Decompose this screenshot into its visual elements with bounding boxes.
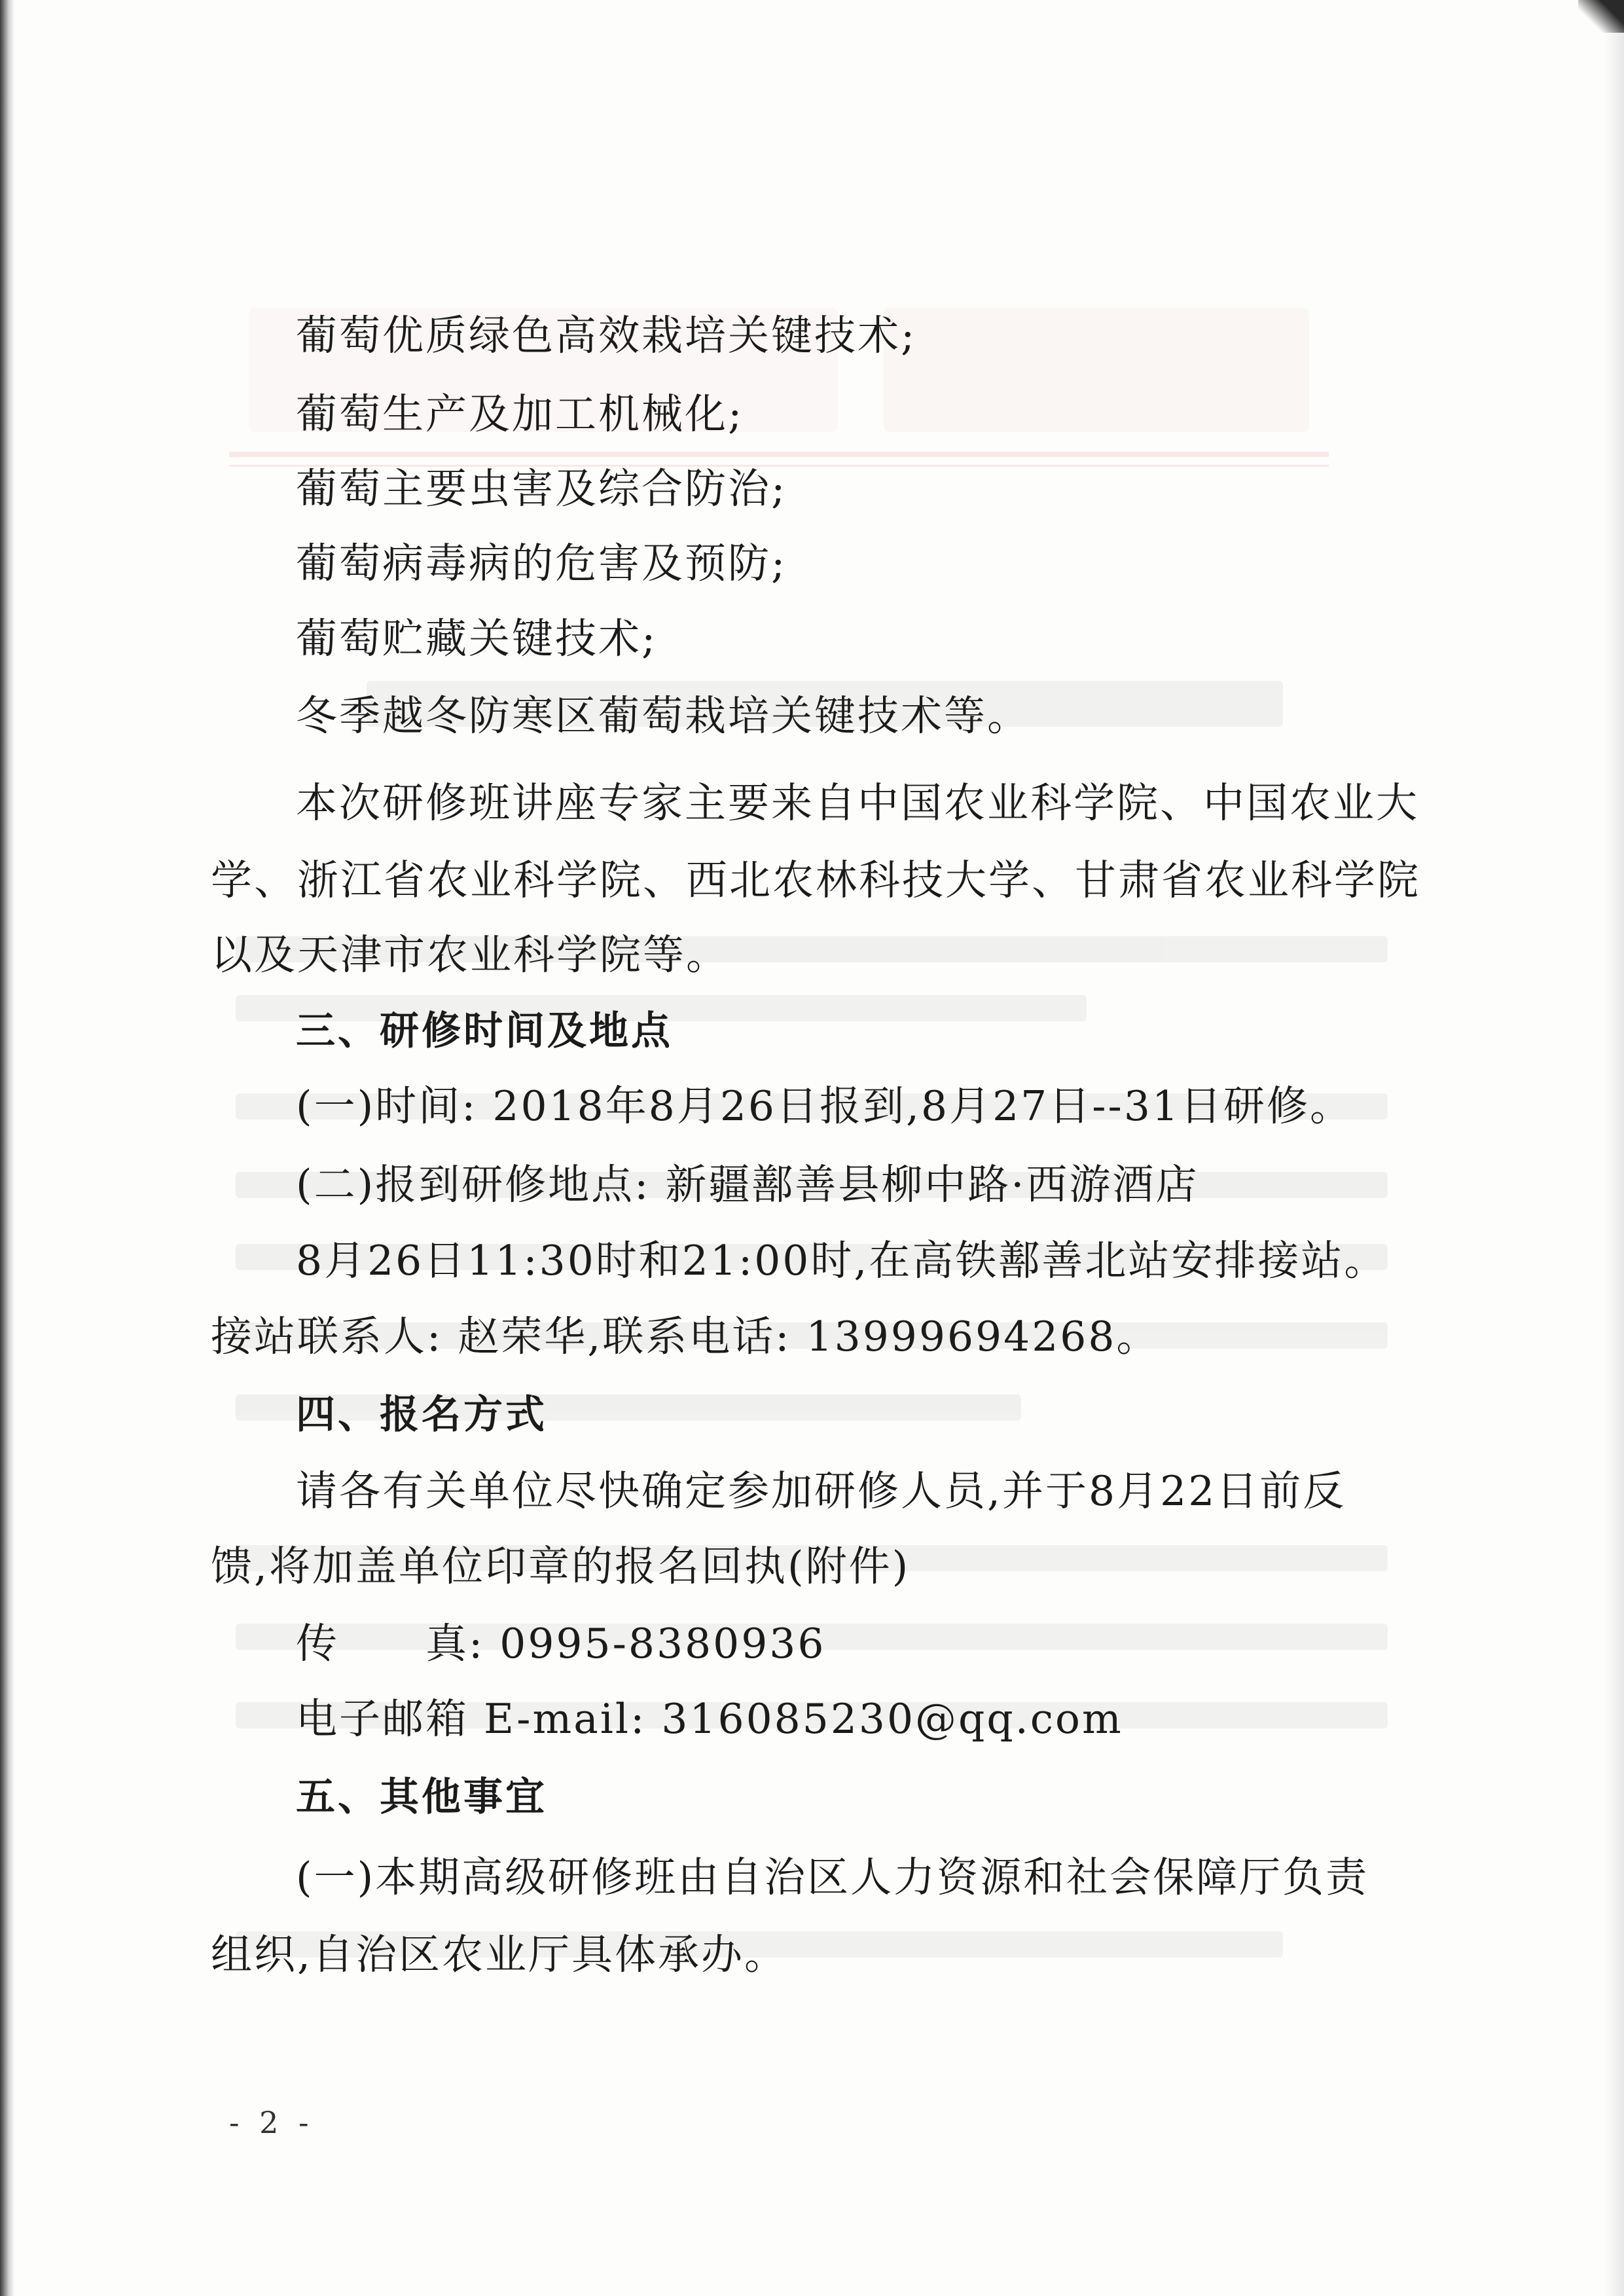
text-line: 葡萄病毒病的危害及预防; [296, 539, 787, 587]
text-line: 馈,将加盖单位印章的报名回执(附件) [211, 1542, 911, 1590]
text-line: 冬季越冬防寒区葡萄栽培关键技术等。 [296, 692, 1030, 740]
text-line: 本次研修班讲座专家主要来自中国农业科学院、中国农业大 [296, 779, 1419, 827]
text-line: 学、浙江省农业科学院、西北农林科技大学、甘肃省农业科学院 [211, 856, 1420, 904]
text-line: 葡萄优质绿色高效栽培关键技术; [296, 312, 917, 359]
text-line: 以及天津市农业科学院等。 [211, 931, 729, 979]
scan-left-edge [0, 0, 14, 2296]
email-line: 电子邮箱 E-mail: 316085230@qq.com [296, 1695, 1123, 1743]
text-line: 组织,自治区农业厅具体承办。 [211, 1931, 788, 1978]
scan-right-edge [1604, 0, 1624, 2296]
text-line: 接站联系人: 赵荣华,联系电话: 13999694268。 [211, 1313, 1160, 1360]
page-number: - 2 - [229, 2105, 314, 2140]
text-line: (一)时间: 2018年8月26日报到,8月27日--31日研修。 [296, 1082, 1353, 1130]
scan-corner-mark [1578, 0, 1624, 33]
text-line: 葡萄主要虫害及综合防治; [296, 465, 787, 513]
text-line: (二)报到研修地点: 新疆鄯善县柳中路·西游酒店 [296, 1161, 1199, 1209]
text-line: 8月26日11:30时和21:00时,在高铁鄯善北站安排接站。 [296, 1237, 1388, 1285]
fax-line: 传 真: 0995-8380936 [296, 1620, 826, 1667]
section-heading-3: 三、研修时间及地点 [296, 1008, 673, 1054]
text-line: 请各有关单位尽快确定参加研修人员,并于8月22日前反 [296, 1467, 1346, 1515]
text-line: (一)本期高级研修班由自治区人力资源和社会保障厅负责 [296, 1853, 1369, 1901]
text-line: 葡萄贮藏关键技术; [296, 615, 658, 663]
section-heading-4: 四、报名方式 [296, 1392, 547, 1438]
text-line: 葡萄生产及加工机械化; [296, 390, 744, 438]
section-heading-5: 五、其他事宜 [296, 1774, 547, 1820]
